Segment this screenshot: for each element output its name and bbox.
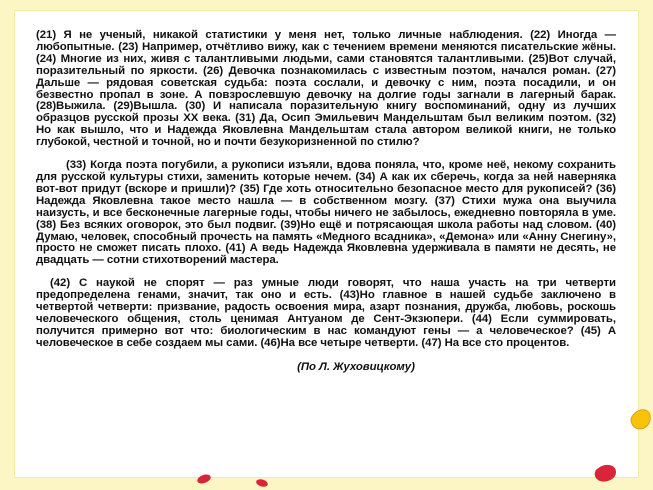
author-attribution: (По Л. Жуховицкому): [297, 360, 415, 373]
paragraph-3: (42) С наукой не спорят — раз умные люди говорят, что наша участь на три четверти предопределена генами, значит, так оно и есть. (43)Но главное в нашей судьбе заключено в четвертой четверти: призвание, радость освоения мира, азарт познания, дружба, любовь, роскошь человеческого общения, столь ценимая Антуаном де Сент-Экзюпери. (44) Если суммировать, получится примерно вот что: биологическим в нас командуют гены — а человеческое? (45) А человеческое в себе создаем мы сами. (46)На все четыре четверти. (47) На все сто процентов.: [36, 277, 616, 349]
yellow-petal-right: [631, 410, 650, 429]
red-petal-bottom-left: [196, 473, 212, 485]
red-petal-bottom-middle: [255, 478, 268, 488]
red-petal-bottom-right: [595, 465, 616, 482]
paragraph-2: (33) Когда поэта погубили, а рукописи изъяли, вдова поняла, что, кроме неё, некому сохранить для русской культуры стихи, заменить которые нечем. (34) А как их сберечь, когда за ней наверняка вот-вот придут (вскоре и пришли)? (35) Где хоть относительно безопасное место для рукописей? (36) Надежда Яковлевна такое место нашла — в собственном мозгу. (37) Стихи мужа она выучила наизусть, и все бесконечные лагерные годы, чтобы ничего не забылось, ежедневно повторяла в уме. (38) Без всяких оговорок, это был подвиг. (39)Но ещё и потрясающая школа работы над словом. (40) Думаю, человек, способный прочесть на память «Медного всадника», «Демона» или «Анну Снегину», просто не сможет писать плохо. (41) А ведь Надежда Яковлевна удерживала в памяти не десять, не двадцать — сотни стихотворений мастера.: [36, 159, 616, 267]
paragraph-1: (21) Я не ученый, никакой статистики у меня нет, только личные наблюдения. (22) Иногда — любопытные. (23) Например, отчётливо вижу, как с течением времени меняются писательские жёны. (24) Многие из них, живя с талантливыми людьми, сами становятся талантливыми. (25)Вот случай, поразительный по яркости. (26) Девочка познакомилась с известным поэтом, начался роман. (27) Дальше — рядовая советская судьба: поэта сослали, и девочку с ним, поэта посадили, и он безвестно пропал в зоне. А повзрослевшую девочку на долгие годы загнали в лагерный барак. (28)Выжила. (29)Вышла. (30) И написала поразительную книгу воспоминаний, одну из лучших образцов русской прозы XX века. (31) Да, Осип Эмильевич Мандельштам был великим поэтом. (32) Но как вышло, что и Надежда Яковлевна Мандельштам стала автором великой книги, не только глубокой, честной и точной, но и почти безукоризненной по стилю?: [36, 29, 616, 149]
